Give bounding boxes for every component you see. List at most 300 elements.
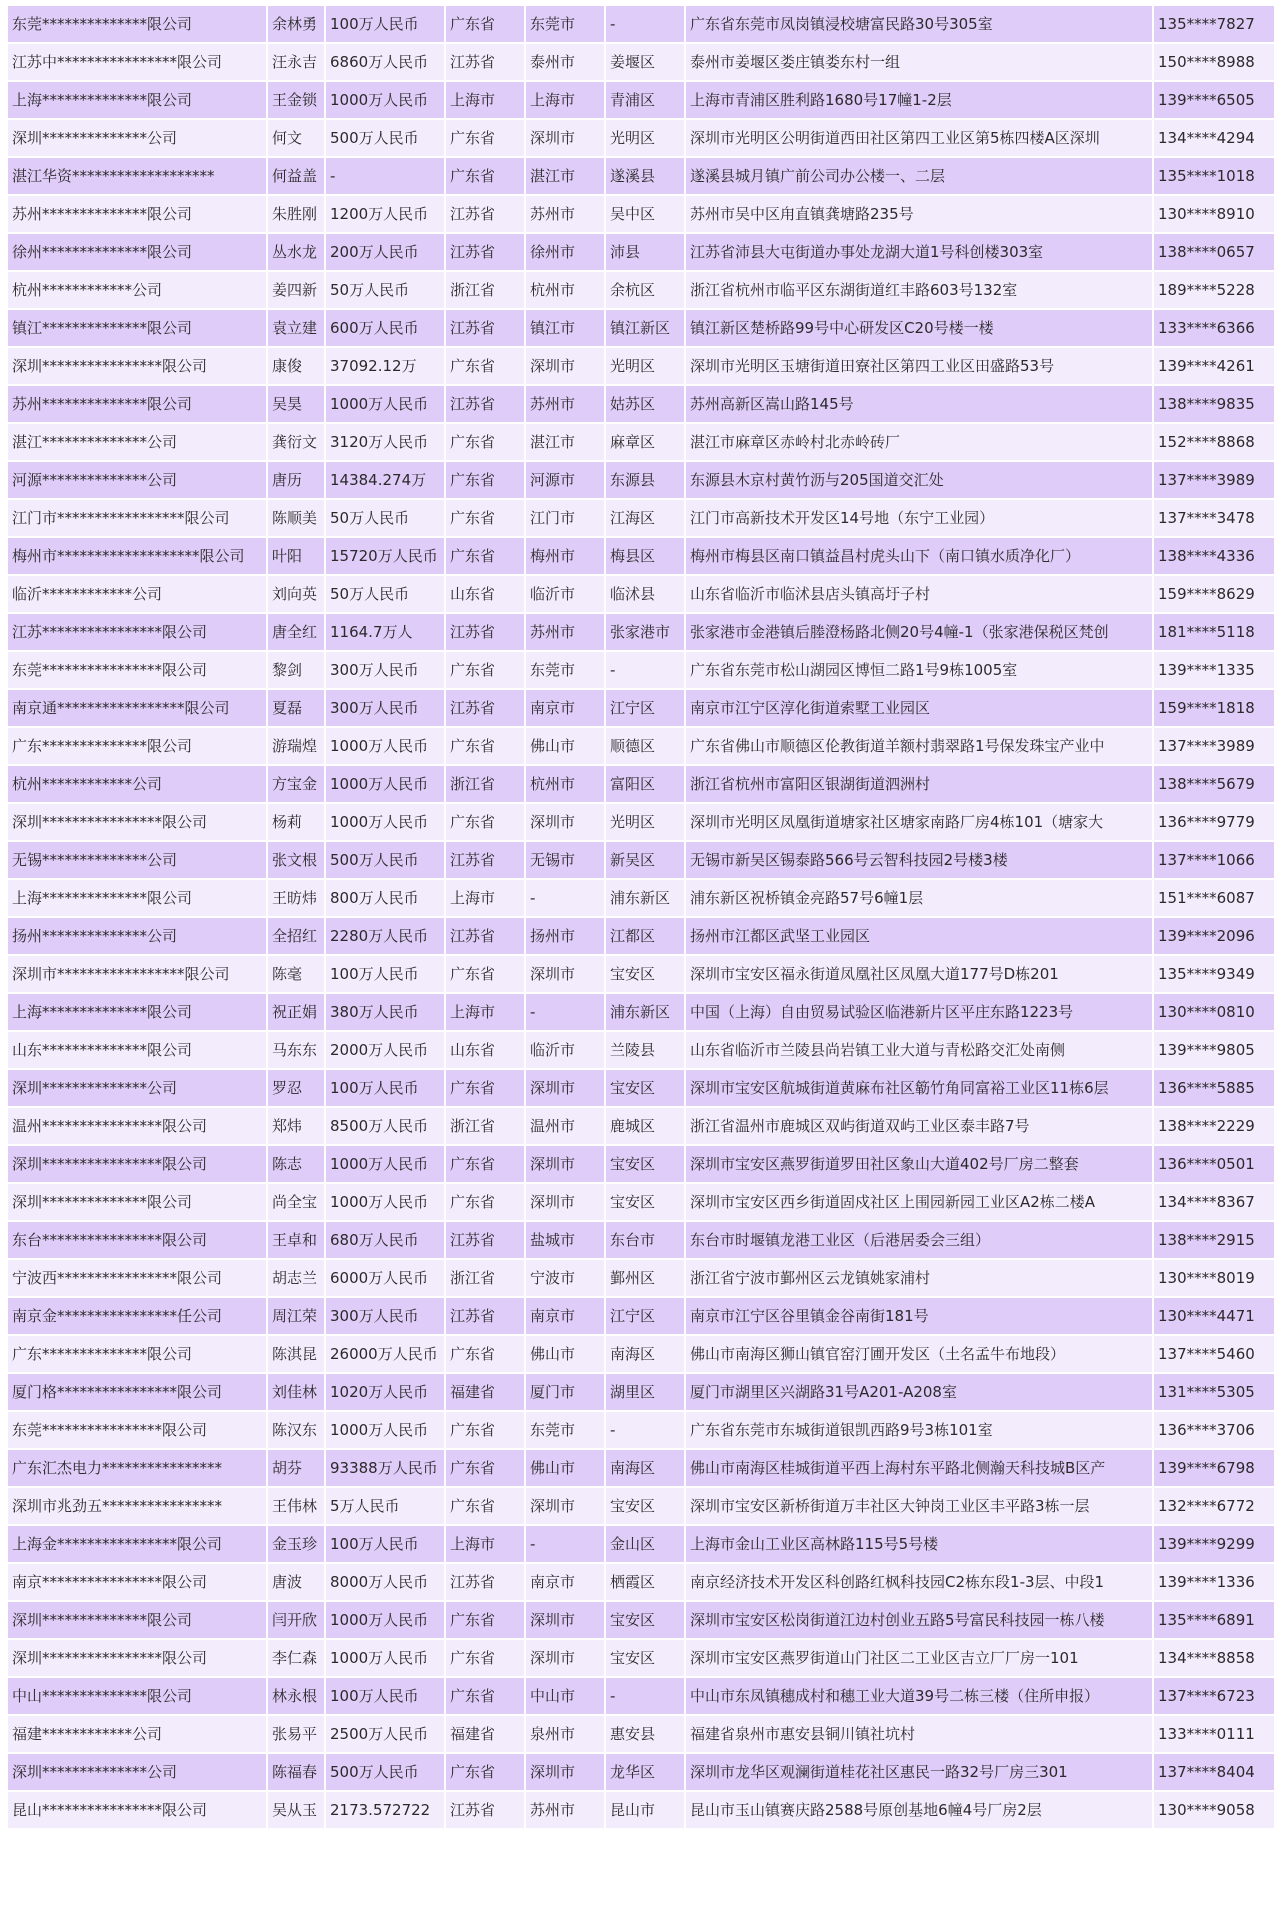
province-cell: 广东省 [446,1070,524,1106]
province-cell: 上海市 [446,994,524,1030]
address-cell: 东台市时堰镇龙港工业区（后港居委会三组） [686,1222,1152,1258]
phone-cell: 189****5228 [1154,272,1274,308]
registered-capital-cell: 2000万人民币 [326,1032,444,1068]
table-row [8,348,1274,384]
district-cell: 鹿城区 [606,1108,684,1144]
legal-person-cell: 何文 [268,120,324,156]
legal-person-cell: 张易平 [268,1716,324,1752]
city-cell: 杭州市 [526,766,604,802]
district-cell: 宝安区 [606,1488,684,1524]
province-cell: 广东省 [446,1146,524,1182]
province-cell: 广东省 [446,956,524,992]
city-cell: 温州市 [526,1108,604,1144]
address-cell: 深圳市宝安区西乡街道固戍社区上围园新园工业区A2栋二楼A [686,1184,1152,1220]
registered-capital-cell: 100万人民币 [326,956,444,992]
phone-cell: 139****9805 [1154,1032,1274,1068]
phone-cell: 135****7827 [1154,6,1274,42]
phone-cell: 130****8910 [1154,196,1274,232]
phone-cell: 130****9058 [1154,1792,1274,1828]
city-cell: 深圳市 [526,1488,604,1524]
company-name-cell: 东莞****************限公司 [8,1412,266,1448]
city-cell: 深圳市 [526,348,604,384]
phone-cell: 135****1018 [1154,158,1274,194]
province-cell: 江苏省 [446,842,524,878]
phone-cell: 159****1818 [1154,690,1274,726]
table-row [8,614,1274,650]
district-cell: 宝安区 [606,956,684,992]
province-cell: 上海市 [446,82,524,118]
table-row [8,1374,1274,1410]
province-cell: 江苏省 [446,918,524,954]
province-cell: 广东省 [446,6,524,42]
phone-cell: 132****6772 [1154,1488,1274,1524]
phone-cell: 138****5679 [1154,766,1274,802]
company-name-cell: 杭州************公司 [8,766,266,802]
province-cell: 广东省 [446,348,524,384]
registered-capital-cell: 100万人民币 [326,6,444,42]
phone-cell: 138****0657 [1154,234,1274,270]
province-cell: 广东省 [446,1640,524,1676]
district-cell: - [606,1412,684,1448]
province-cell: 浙江省 [446,1108,524,1144]
district-cell: 遂溪县 [606,158,684,194]
district-cell: 宝安区 [606,1146,684,1182]
district-cell: 镇江新区 [606,310,684,346]
table-row [8,272,1274,308]
table-row [8,956,1274,992]
company-name-cell: 深圳****************限公司 [8,1146,266,1182]
phone-cell: 139****9299 [1154,1526,1274,1562]
company-name-cell: 上海**************限公司 [8,994,266,1030]
phone-cell: 139****1336 [1154,1564,1274,1600]
table-row [8,462,1274,498]
city-cell: 深圳市 [526,804,604,840]
province-cell: 上海市 [446,880,524,916]
address-cell: 山东省临沂市临沭县店头镇高圩子村 [686,576,1152,612]
company-name-cell: 湛江华资******************* [8,158,266,194]
registered-capital-cell: 6860万人民币 [326,44,444,80]
company-table-container [6,4,1276,1830]
address-cell: 厦门市湖里区兴湖路31号A201-A208室 [686,1374,1152,1410]
phone-cell: 137****6723 [1154,1678,1274,1714]
district-cell: 江都区 [606,918,684,954]
district-cell: 张家港市 [606,614,684,650]
address-cell: 深圳市宝安区新桥街道万丰社区大钟岗工业区丰平路3栋一层 [686,1488,1152,1524]
registered-capital-cell: 500万人民币 [326,1754,444,1790]
city-cell: 深圳市 [526,1146,604,1182]
address-cell: 佛山市南海区桂城街道平西上海村东平路北侧瀚天科技城B区产 [686,1450,1152,1486]
address-cell: 南京市江宁区谷里镇金谷南街181号 [686,1298,1152,1334]
city-cell: 深圳市 [526,1602,604,1638]
address-cell: 深圳市宝安区福永街道凤凰社区凤凰大道177号D栋201 [686,956,1152,992]
company-name-cell: 苏州**************限公司 [8,386,266,422]
address-cell: 深圳市宝安区燕罗街道山门社区二工业区吉立厂厂房一101 [686,1640,1152,1676]
province-cell: 广东省 [446,500,524,536]
district-cell: 宝安区 [606,1602,684,1638]
district-cell: 青浦区 [606,82,684,118]
registered-capital-cell: 1000万人民币 [326,82,444,118]
city-cell: 湛江市 [526,158,604,194]
company-name-cell: 苏州**************限公司 [8,196,266,232]
province-cell: 江苏省 [446,1298,524,1334]
legal-person-cell: 袁立建 [268,310,324,346]
district-cell: 浦东新区 [606,880,684,916]
phone-cell: 135****9349 [1154,956,1274,992]
registered-capital-cell: 500万人民币 [326,842,444,878]
table-row [8,1678,1274,1714]
phone-cell: 134****8858 [1154,1640,1274,1676]
legal-person-cell: 王金锁 [268,82,324,118]
province-cell: 福建省 [446,1716,524,1752]
province-cell: 江苏省 [446,44,524,80]
address-cell: 苏州高新区嵩山路145号 [686,386,1152,422]
district-cell: 宝安区 [606,1640,684,1676]
address-cell: 苏州市吴中区甪直镇龚塘路235号 [686,196,1152,232]
city-cell: 泰州市 [526,44,604,80]
phone-cell: 137****8404 [1154,1754,1274,1790]
address-cell: 中国（上海）自由贸易试验区临港新片区平庄东路1223号 [686,994,1152,1030]
registered-capital-cell: 3120万人民币 [326,424,444,460]
company-name-cell: 湛江**************公司 [8,424,266,460]
table-row [8,918,1274,954]
company-name-cell: 广东汇杰电力**************** [8,1450,266,1486]
registered-capital-cell: 1000万人民币 [326,1640,444,1676]
company-name-cell: 深圳**************公司 [8,1754,266,1790]
table-row [8,6,1274,42]
registered-capital-cell: 93388万人民币 [326,1450,444,1486]
legal-person-cell: 唐波 [268,1564,324,1600]
phone-cell: 130****8019 [1154,1260,1274,1296]
legal-person-cell: 游瑞煌 [268,728,324,764]
address-cell: 江苏省沛县大屯街道办事处龙湖大道1号科创楼303室 [686,234,1152,270]
phone-cell: 134****8367 [1154,1184,1274,1220]
legal-person-cell: 林永根 [268,1678,324,1714]
province-cell: 江苏省 [446,614,524,650]
table-row [8,1488,1274,1524]
province-cell: 广东省 [446,1336,524,1372]
phone-cell: 134****4294 [1154,120,1274,156]
address-cell: 福建省泉州市惠安县铜川镇社坑村 [686,1716,1152,1752]
company-name-cell: 昆山****************限公司 [8,1792,266,1828]
district-cell: 江宁区 [606,690,684,726]
address-cell: 浙江省温州市鹿城区双屿街道双屿工业区泰丰路7号 [686,1108,1152,1144]
legal-person-cell: 叶阳 [268,538,324,574]
phone-cell: 133****6366 [1154,310,1274,346]
legal-person-cell: 吴从玉 [268,1792,324,1828]
district-cell: 栖霞区 [606,1564,684,1600]
city-cell: 梅州市 [526,538,604,574]
company-name-cell: 镇江**************限公司 [8,310,266,346]
registered-capital-cell: 200万人民币 [326,234,444,270]
address-cell: 无锡市新吴区锡泰路566号云智科技园2号楼3楼 [686,842,1152,878]
company-name-cell: 中山**************限公司 [8,1678,266,1714]
company-name-cell: 深圳市兆劲五**************** [8,1488,266,1524]
province-cell: 广东省 [446,804,524,840]
district-cell: 沛县 [606,234,684,270]
district-cell: 东台市 [606,1222,684,1258]
phone-cell: 130****4471 [1154,1298,1274,1334]
registered-capital-cell: 2173.572722 [326,1792,444,1828]
registered-capital-cell: 100万人民币 [326,1526,444,1562]
address-cell: 深圳市宝安区松岗街道江边村创业五路5号富民科技园一栋八楼 [686,1602,1152,1638]
company-name-cell: 梅州市*******************限公司 [8,538,266,574]
address-cell: 浙江省杭州市临平区东湖街道红丰路603号132室 [686,272,1152,308]
table-row [8,1792,1274,1828]
address-cell: 上海市青浦区胜利路1680号17幢1-2层 [686,82,1152,118]
address-cell: 湛江市麻章区赤岭村北赤岭砖厂 [686,424,1152,460]
province-cell: 广东省 [446,1488,524,1524]
company-name-cell: 深圳****************限公司 [8,348,266,384]
legal-person-cell: 闫开欣 [268,1602,324,1638]
province-cell: 广东省 [446,424,524,460]
city-cell: 深圳市 [526,956,604,992]
registered-capital-cell: 100万人民币 [326,1678,444,1714]
address-cell: 梅州市梅县区南口镇益昌村虎头山下（南口镇水质净化厂） [686,538,1152,574]
legal-person-cell: 胡芬 [268,1450,324,1486]
table-row [8,1564,1274,1600]
company-name-cell: 江苏****************限公司 [8,614,266,650]
phone-cell: 139****6505 [1154,82,1274,118]
registered-capital-cell: 15720万人民币 [326,538,444,574]
legal-person-cell: 杨莉 [268,804,324,840]
address-cell: 南京市江宁区淳化街道索墅工业园区 [686,690,1152,726]
legal-person-cell: 陈福春 [268,1754,324,1790]
city-cell: 镇江市 [526,310,604,346]
legal-person-cell: 陈顺美 [268,500,324,536]
registered-capital-cell: 300万人民币 [326,652,444,688]
address-cell: 上海市金山工业区高林路115号5号楼 [686,1526,1152,1562]
company-name-cell: 厦门格****************限公司 [8,1374,266,1410]
legal-person-cell: 吴昊 [268,386,324,422]
city-cell: 佛山市 [526,1450,604,1486]
address-cell: 镇江新区楚桥路99号中心研发区C20号楼一楼 [686,310,1152,346]
province-cell: 广东省 [446,462,524,498]
city-cell: 苏州市 [526,614,604,650]
legal-person-cell: 王昉炜 [268,880,324,916]
table-row [8,1032,1274,1068]
district-cell: - [606,652,684,688]
city-cell: 厦门市 [526,1374,604,1410]
district-cell: 浦东新区 [606,994,684,1030]
city-cell: 杭州市 [526,272,604,308]
district-cell: 光明区 [606,120,684,156]
address-cell: 深圳市光明区凤凰街道塘家社区塘家南路厂房4栋101（塘家大 [686,804,1152,840]
legal-person-cell: 郑炜 [268,1108,324,1144]
company-name-cell: 广东**************限公司 [8,728,266,764]
address-cell: 深圳市光明区公明街道西田社区第四工业区第5栋四楼A区深圳 [686,120,1152,156]
city-cell: 深圳市 [526,1754,604,1790]
table-row [8,1184,1274,1220]
table-row [8,120,1274,156]
legal-person-cell: 何益盖 [268,158,324,194]
legal-person-cell: 朱胜刚 [268,196,324,232]
company-name-cell: 深圳**************限公司 [8,1602,266,1638]
legal-person-cell: 胡志兰 [268,1260,324,1296]
phone-cell: 181****5118 [1154,614,1274,650]
legal-person-cell: 陈淇昆 [268,1336,324,1372]
table-row [8,1754,1274,1790]
district-cell: 光明区 [606,348,684,384]
legal-person-cell: 余林勇 [268,6,324,42]
district-cell: 麻章区 [606,424,684,460]
table-row [8,652,1274,688]
table-row [8,804,1274,840]
legal-person-cell: 陈毫 [268,956,324,992]
registered-capital-cell: 1000万人民币 [326,1602,444,1638]
registered-capital-cell: 1164.7万人 [326,614,444,650]
legal-person-cell: 黎剑 [268,652,324,688]
province-cell: 浙江省 [446,272,524,308]
phone-cell: 135****6891 [1154,1602,1274,1638]
table-row [8,500,1274,536]
registered-capital-cell: 1000万人民币 [326,1146,444,1182]
district-cell: 光明区 [606,804,684,840]
district-cell: 南海区 [606,1450,684,1486]
company-name-cell: 东台****************限公司 [8,1222,266,1258]
registered-capital-cell: 1000万人民币 [326,386,444,422]
table-row [8,386,1274,422]
address-cell: 佛山市南海区狮山镇官窑汀圃开发区（土名孟牛布地段） [686,1336,1152,1372]
province-cell: 广东省 [446,1184,524,1220]
address-cell: 浙江省宁波市鄞州区云龙镇姚家浦村 [686,1260,1152,1296]
registered-capital-cell: 800万人民币 [326,880,444,916]
phone-cell: 138****2229 [1154,1108,1274,1144]
address-cell: 深圳市光明区玉塘街道田寮社区第四工业区田盛路53号 [686,348,1152,384]
province-cell: 浙江省 [446,766,524,802]
province-cell: 广东省 [446,652,524,688]
city-cell: 深圳市 [526,1640,604,1676]
province-cell: 江苏省 [446,234,524,270]
company-name-cell: 广东**************限公司 [8,1336,266,1372]
table-row [8,1260,1274,1296]
company-name-cell: 深圳****************限公司 [8,1640,266,1676]
legal-person-cell: 唐历 [268,462,324,498]
registered-capital-cell: 300万人民币 [326,1298,444,1334]
city-cell: 无锡市 [526,842,604,878]
address-cell: 深圳市宝安区航城街道黄麻布社区簕竹角同富裕工业区11栋6层 [686,1070,1152,1106]
city-cell: - [526,880,604,916]
address-cell: 江门市高新技术开发区14号地（东宁工业园） [686,500,1152,536]
table-body [8,6,1274,1828]
registered-capital-cell: 50万人民币 [326,576,444,612]
company-name-cell: 江门市*****************限公司 [8,500,266,536]
province-cell: 广东省 [446,1678,524,1714]
company-name-cell: 南京****************限公司 [8,1564,266,1600]
legal-person-cell: 全招红 [268,918,324,954]
district-cell: 东源县 [606,462,684,498]
phone-cell: 152****8868 [1154,424,1274,460]
city-cell: 深圳市 [526,1184,604,1220]
company-name-cell: 深圳市*****************限公司 [8,956,266,992]
table-row [8,1412,1274,1448]
registered-capital-cell: 26000万人民币 [326,1336,444,1372]
legal-person-cell: 周江荣 [268,1298,324,1334]
table-row [8,196,1274,232]
province-cell: 广东省 [446,1754,524,1790]
phone-cell: 139****6798 [1154,1450,1274,1486]
company-name-cell: 深圳**************公司 [8,1070,266,1106]
registered-capital-cell: 680万人民币 [326,1222,444,1258]
address-cell: 张家港市金港镇后塍澄杨路北侧20号4幢-1（张家港保税区梵创 [686,614,1152,650]
phone-cell: 137****3989 [1154,728,1274,764]
phone-cell: 138****9835 [1154,386,1274,422]
phone-cell: 138****4336 [1154,538,1274,574]
registered-capital-cell: 1000万人民币 [326,804,444,840]
district-cell: 姑苏区 [606,386,684,422]
legal-person-cell: 刘向英 [268,576,324,612]
company-name-cell: 东莞**************限公司 [8,6,266,42]
district-cell: 金山区 [606,1526,684,1562]
registered-capital-cell: 14384.274万 [326,462,444,498]
company-name-cell: 福建************公司 [8,1716,266,1752]
company-name-cell: 徐州**************限公司 [8,234,266,270]
company-name-cell: 江苏中****************限公司 [8,44,266,80]
address-cell: 东源县木京村黄竹沥与205国道交汇处 [686,462,1152,498]
registered-capital-cell: 2500万人民币 [326,1716,444,1752]
city-cell: 宁波市 [526,1260,604,1296]
district-cell: 梅县区 [606,538,684,574]
table-row [8,728,1274,764]
legal-person-cell: 夏磊 [268,690,324,726]
table-row [8,1222,1274,1258]
legal-person-cell: 陈志 [268,1146,324,1182]
legal-person-cell: 李仁森 [268,1640,324,1676]
registered-capital-cell: 1000万人民币 [326,1184,444,1220]
city-cell: 上海市 [526,82,604,118]
city-cell: 泉州市 [526,1716,604,1752]
registered-capital-cell: 8000万人民币 [326,1564,444,1600]
table-row [8,1602,1274,1638]
table-row [8,1298,1274,1334]
company-name-cell: 临沂************公司 [8,576,266,612]
province-cell: 山东省 [446,1032,524,1068]
company-name-cell: 深圳****************限公司 [8,804,266,840]
registered-capital-cell: 8500万人民币 [326,1108,444,1144]
city-cell: 苏州市 [526,386,604,422]
district-cell: 余杭区 [606,272,684,308]
company-name-cell: 宁波西****************限公司 [8,1260,266,1296]
legal-person-cell: 龚衍文 [268,424,324,460]
city-cell: 南京市 [526,690,604,726]
company-name-cell: 温州****************限公司 [8,1108,266,1144]
city-cell: - [526,1526,604,1562]
phone-cell: 136****0501 [1154,1146,1274,1182]
table-row [8,82,1274,118]
province-cell: 广东省 [446,120,524,156]
phone-cell: 131****5305 [1154,1374,1274,1410]
registered-capital-cell: 500万人民币 [326,120,444,156]
table-row [8,310,1274,346]
city-cell: - [526,994,604,1030]
table-row [8,690,1274,726]
province-cell: 江苏省 [446,196,524,232]
registered-capital-cell: 6000万人民币 [326,1260,444,1296]
city-cell: 盐城市 [526,1222,604,1258]
registered-capital-cell: 1000万人民币 [326,766,444,802]
province-cell: 江苏省 [446,1222,524,1258]
province-cell: 浙江省 [446,1260,524,1296]
company-name-cell: 上海**************限公司 [8,880,266,916]
legal-person-cell: 尚全宝 [268,1184,324,1220]
company-name-cell: 杭州************公司 [8,272,266,308]
legal-person-cell: 唐全红 [268,614,324,650]
company-name-cell: 东莞****************限公司 [8,652,266,688]
city-cell: 东莞市 [526,1412,604,1448]
city-cell: 南京市 [526,1564,604,1600]
legal-person-cell: 汪永吉 [268,44,324,80]
table-row [8,1108,1274,1144]
address-cell: 深圳市龙华区观澜街道桂花社区惠民一路32号厂房三301 [686,1754,1152,1790]
